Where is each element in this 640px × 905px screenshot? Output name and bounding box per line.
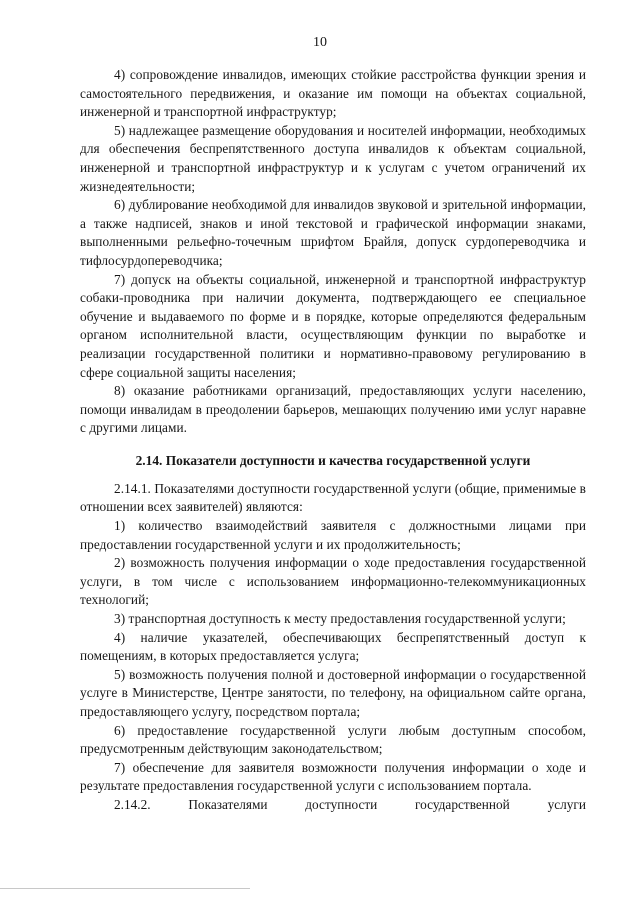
indicator-item-6: 6) предоставление государственной услуги любым доступным способом, предусмотренным действующим законодательством; [80, 722, 586, 757]
word: услуги [547, 796, 586, 812]
clause-2-14-2-line [80, 796, 586, 815]
list-item-4: 4) сопровождение инвалидов, имеющих стойкие расстройства функции зрения и самостоятельного передвижения, и оказание им помощи на объектах социальной, инженерной и транспортной инфраструктур; [80, 67, 586, 120]
document-body [80, 66, 586, 815]
indicator-item-3: 3) транспортная доступность к месту предоставления государственной услуги; [114, 611, 566, 627]
page-number: 10 [313, 35, 327, 50]
scan-edge-line [0, 888, 250, 889]
list-item-7: 7) допуск на объекты социальной, инженерной и транспортной инфраструктур собаки-проводника при наличии документа, подтверждающего ее специальное обучение и выдаваемого по форме и в порядке, которые определяются федеральным органом исполнительной власти, осуществляющим функции по выработке и реализации государственной политики и нормативно-правовому регулированию в сфере социальной защиты населения; [80, 271, 586, 380]
indicator-item-1: 1) количество взаимодействий заявителя с должностными лицами при предоставлении государственной услуги и их продолжительность; [80, 518, 586, 552]
section-heading: 2.14. Показатели доступности и качества государственной услуги [135, 452, 531, 468]
list-item-8: 8) оказание работниками организаций, предоставляющих услуги населению, помощи инвалидам в преодолении барьеров, мешающих получению ими услуг наравне с другими лицами. [80, 383, 586, 436]
indicator-item-2: 2) возможность получения информации о ходе предоставления государственной услуги, в том числе с использованием информационно-телекоммуникационных технологий; [80, 555, 586, 608]
clause-number: 2.14.2. [114, 796, 151, 812]
list-item-5: 5) надлежащее размещение оборудования и носителей информации, необходимых для обеспечения беспрепятственного доступа инвалидов к объектам социальной, инженерной и транспортной инфраструктур и к услугам с учетом ограничений их жизнедеятельности; [80, 122, 586, 194]
clause-2-14-1: 2.14.1. Показателями доступности государственной услуги (общие, применимые в отношении всех заявителей) являются: [80, 480, 586, 515]
word: доступности [305, 796, 378, 812]
indicator-item-4: 4) наличие указателей, обеспечивающих беспрепятственный доступ к помещениям, в которых предоставляется услуга; [80, 629, 586, 664]
word: государственной [415, 796, 510, 812]
indicator-item-5: 5) возможность получения полной и достоверной информации о государственной услуге в Министерстве, Центре занятости, по телефону, на официальном сайте органа, предоставляющего услугу, посредством портала; [80, 666, 586, 719]
word: Показателями [188, 796, 268, 812]
list-item-6: 6) дублирование необходимой для инвалидов звуковой и зрительной информации, а также надписей, знаков и иной текстовой и графической информации знаками, выполненными рельефно-точечным шрифтом Брайля, допуск сурдопереводчика и тифлосурдопереводчика; [80, 197, 586, 268]
indicator-item-7: 7) обеспечение для заявителя возможности получения информации о ходе и результате предоставления государственной услуги с использованием портала. [80, 759, 586, 794]
